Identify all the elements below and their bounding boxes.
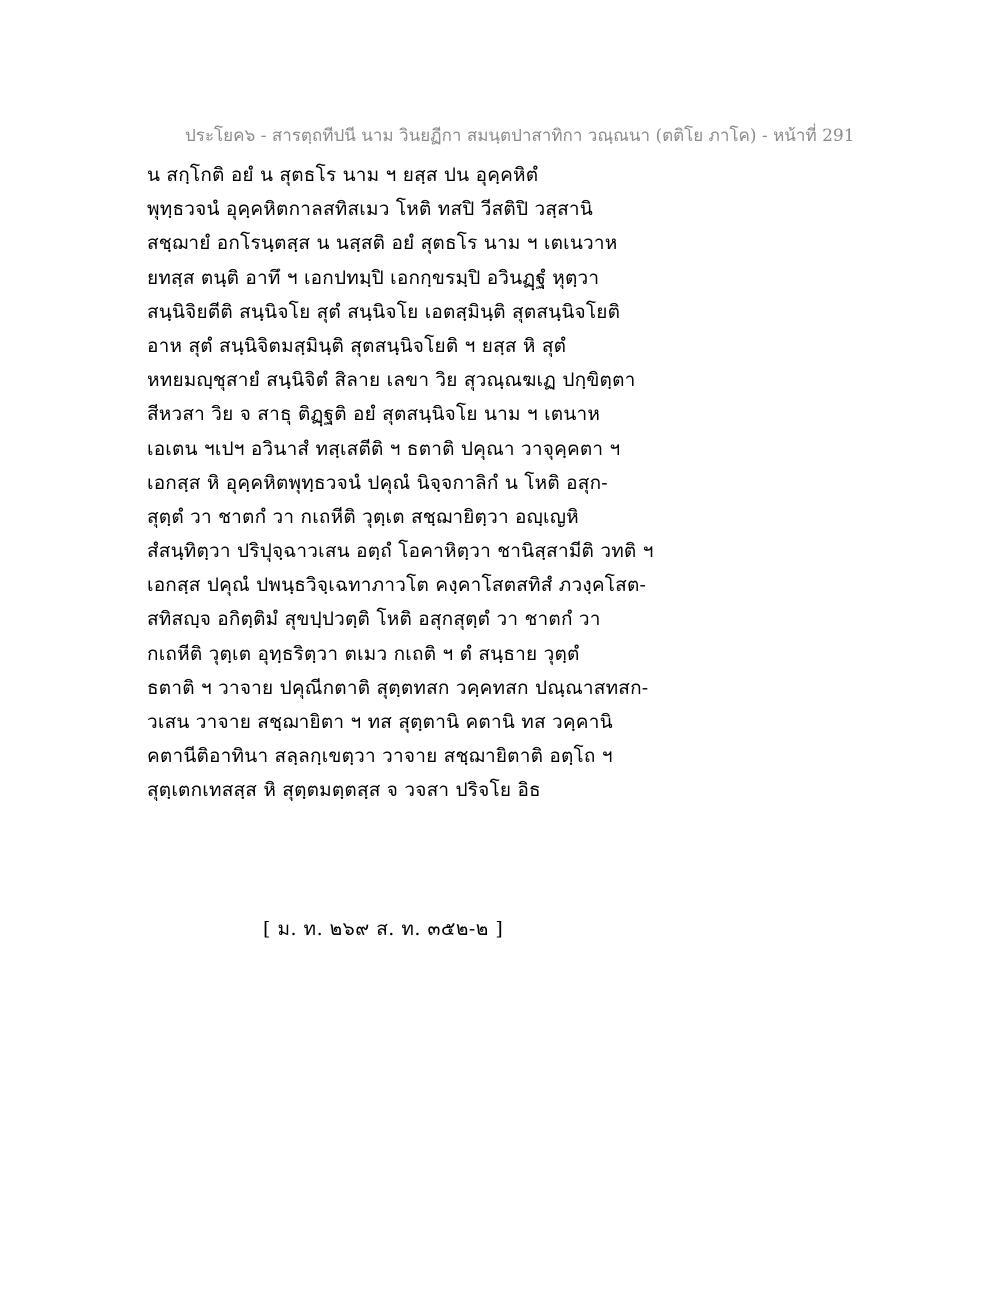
body-line-14: สทิสญฺจ อกิตฺติมํ สุขปฺปวตฺติ โหติ อสุกสุตฺตํ วา ชาตกํ วา: [147, 608, 601, 631]
body-line-16: ธตาติ ฯ วาจาย ปคุณีกตาติ สุตฺตทสก วคฺคทสก ปณฺณาสทสก-: [147, 676, 649, 699]
body-line-17: วเสน วาจาย สชฺฌายิตา ฯ ทส สุตฺตานิ คตานิ ทส วคฺคานิ: [147, 711, 613, 733]
body-line-1: น สกฺโกติ อยํ น สุตธโร นาม ฯ ยสฺส ปน อุคฺคหิตํ: [147, 164, 539, 186]
body-text: [147, 158, 927, 808]
body-line-18: คตานีติอาทินา สลฺลกฺเขตฺวา วาจาย สชฺฌายิตาติ อตฺโถ ฯ: [147, 745, 613, 768]
body-line-6: อาห สุตํ สนฺนิจิตมสฺมินฺติ สุตสนฺนิจโยติ ฯ ยสฺส หิ สุตํ: [147, 334, 567, 357]
body-line-8: สีหวสา วิย จ สาธุ ติฏฺฐติ อยํ สุตสนฺนิจโย นาม ฯ เตนาห: [147, 403, 601, 426]
body-line-2: พุทฺธวจนํ อุคฺคหิตกาลสทิสเมว โหติ ทสปิ วีสติปิ วสฺสานิ: [147, 198, 593, 221]
body-line-3: สชฺฌายํ อกโรนฺตสฺส น นสฺสติ อยํ สุตธโร นาม ฯ เตเนวาห: [147, 232, 618, 255]
body-line-10: เอกสฺส หิ อุคฺคหิตพุทฺธวจนํ ปคุณํ นิจฺจกาลิกํ น โหติ อสุก-: [147, 471, 608, 494]
body-line-7: หทยมญฺชุสายํ สนฺนิจิตํ สิลาย เลขา วิย สุวณฺณฆเฏ ปกฺขิตฺตา: [147, 369, 636, 392]
body-line-5: สนฺนิจิยตีติ สนฺนิจโย สุตํ สนฺนิจโย เอตสฺมินฺติ สุตสนฺนิจโยติ: [147, 300, 621, 323]
scripture-reference: [ ม. ท. ๒๖๙ ส. ท. ๓๕๒-๒ ]: [263, 918, 504, 940]
body-line-4: ยทสฺส ตนฺติ อาทึ ฯ เอกปทมฺปิ เอกกฺขรมฺปิ อวินฏฺฐํ หุตฺวา: [147, 266, 600, 289]
body-line-15: กเถหีติ วุตฺเต อุทฺธริตฺวา ตเมว กเถติ ฯ ตํ สนฺธาย วุตฺตํ: [147, 642, 580, 665]
body-line-19: สุตฺเตกเทสสฺส หิ สุตฺตมตฺตสฺส จ วจสา ปริจโย อิธ: [147, 779, 541, 802]
body-line-11: สุตฺตํ วา ชาตกํ วา กเถหีติ วุตฺเต สชฺฌายิตฺวา อญฺเญหิ: [147, 505, 579, 528]
running-header: ประโยค๖ - สารตฺถทีปนี นาม วินยฏีกา สมนฺตปาสาทิกา วณฺณนา (ตติโย ภาโค) - หน้าที่ 291: [185, 126, 855, 146]
body-line-12: สํสนฺทิตฺวา ปริปุจฺฉาวเสน อตฺถํ โอคาหิตฺวา ชานิสฺสามีติ วทติ ฯ: [147, 540, 654, 563]
body-line-9: เอเตน ฯเปฯ อวินาสํ ทสฺเสตีติ ฯ ธตาติ ปคุณา วาจุคฺคตา ฯ: [147, 437, 621, 460]
body-line-13: เอกสฺส ปคุณํ ปพนฺธวิจฺเฉทาภาวโต คงฺคาโสตสทิสํ ภวงฺคโสต-: [147, 574, 647, 597]
